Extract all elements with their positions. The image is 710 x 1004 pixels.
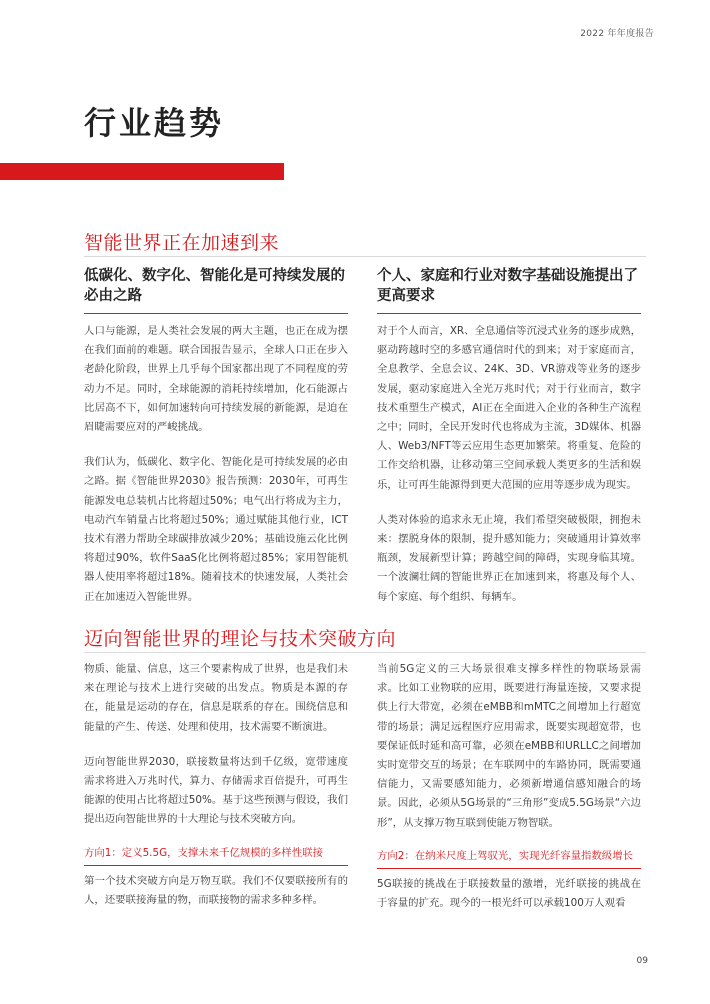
subheading-divider <box>377 313 641 314</box>
subheading-digital-infrastructure: 个人、家庭和行业对数字基础设施提出了更高要求 <box>377 268 638 304</box>
report-label: 2022 年年度报告 <box>580 29 654 39</box>
section2-left-column <box>84 660 348 910</box>
section-title-breakthrough-directions: 迈向智能世界的理论与技术突破方向 <box>84 628 397 650</box>
section-title-smart-world: 智能世界正在加速到来 <box>84 232 280 254</box>
page-number: 09 <box>636 956 648 966</box>
subheading-sustainable-development: 低碳化、数字化、智能化是可持续发展的必由之路 <box>84 268 345 304</box>
paragraph: 5G联接的挑战在于联接数量的激增，光纤联接的挑战在于容量的扩充。现今的一根光纤可以承载100万人观看 <box>377 877 641 910</box>
page-title: 行业趋势 <box>84 104 225 142</box>
section-divider <box>84 652 646 653</box>
direction-1-label: 方向1：定义5.5G，支撑未来千亿规模的多样性联接 <box>84 846 323 859</box>
section2-right-column <box>377 660 641 913</box>
direction-divider <box>377 868 641 869</box>
paragraph: 对于个人而言，XR、全息通信等沉浸式业务的逐步成熟，驱动跨越时空的多感官通信时代的到来；对于家庭而言，全息教学、全息会议、24K、3D、VR游戏等业务的逐步发展，驱动家庭进入全光万兆时代；对于行业而言，数字技术重塑生产模式，AI正在全面进入企业的各种生产流程之中；同时，全民开发时代也将成为主流，3D媒体、机器人、Web3/NFT等云应用生态更加繁荣。将重复、危险的工作交给机器，让移动第三空间承载人类更多的生活和娱乐，让可再生能源得到更大范围的应用等逐步成为现实。 <box>377 325 641 491</box>
section1-right-column <box>377 266 641 607</box>
section1-left-column <box>84 266 348 607</box>
direction-divider <box>84 865 348 866</box>
paragraph: 物质、能量、信息，这三个要素构成了世界，也是我们未来在理论与技术上进行突破的出发点。物质是本源的存在，能量是运动的存在，信息是联系的存在。围绕信息和能量的产生、传送、处理和使用，技术需要不断演进。 <box>84 663 348 733</box>
paragraph: 第一个技术突破方向是万物互联。我们不仅要联接所有的人，还要联接海量的物，而联接物的需求多种多样。 <box>84 874 348 906</box>
paragraph: 人口与能源，是人类社会发展的两大主题，也正在成为摆在我们面前的难题。联合国报告显示，全球人口正在步入老龄化阶段，世界上几乎每个国家都出现了不同程度的劳动力不足。同时，全球能源的消耗持续增加，化石能源占比居高不下，如何加速转向可持续发展的新能源，是迫在眉睫需要应对的严峻挑战。 <box>84 325 348 434</box>
direction-2-label: 方向2：在纳米尺度上驾驭光，实现光纤容量指数级增长 <box>377 849 633 862</box>
paragraph: 迈向智能世界2030，联接数量将达到千亿级，宽带速度需求将进入万兆时代，算力、存储需求百倍提升，可再生能源的使用占比将超过50%。基于这些预测与假设，我们提出迈向智能世界的十大理论与技术突破方向。 <box>84 755 348 826</box>
subheading-divider <box>84 313 348 314</box>
paragraph: 人类对体验的追求永无止境，我们希望突破极限，拥抱未来：摆脱身体的限制，提升感知能力；突破通用计算效率瓶颈，发展新型计算；跨越空间的障碍，实现身临其境。一个波澜壮阔的智能世界正在加速到来，将惠及每个人、每个家庭、每个组织、每辆车。 <box>377 513 641 603</box>
paragraph: 当前5G定义的三大场景很难支撑多样性的物联场景需求。比如工业物联的应用，既要进行海量连接，又要求提供上行大带宽，必须在eMBB和mMTC之间增加上行超宽带的场景；满足远程医疗应用需求，既要实现超宽带，也要保证低时延和高可靠，必须在eMBB和URLLC之间增加实时宽带交互的场景；在车联网中的车路协同，既需要通信能力，又需要感知能力，必须新增通信感知融合的场景。因此，必须从5G场景的“三角形”变成5.5G场景“六边形”，从支撑万物互联到使能万物智联。 <box>377 663 641 829</box>
title-accent-bar <box>0 163 284 180</box>
paragraph: 我们认为，低碳化、数字化、智能化是可持续发展的必由之路。据《智能世界2030》报告预测：2030年，可再生能源发电总装机占比将超过50%；电气出行将成为主力，电动汽车销量占比将超过50%；通过赋能其他行业，ICT技术有潜力帮助全球碳排放减少20%；基础设施云化比例将超过90%，软件SaaS化比例将超过85%；家用智能机器人使用率将超过18%。随着技术的快速发展，人类社会正在加速迈入智能世界。 <box>84 456 348 603</box>
section-divider <box>84 256 646 257</box>
